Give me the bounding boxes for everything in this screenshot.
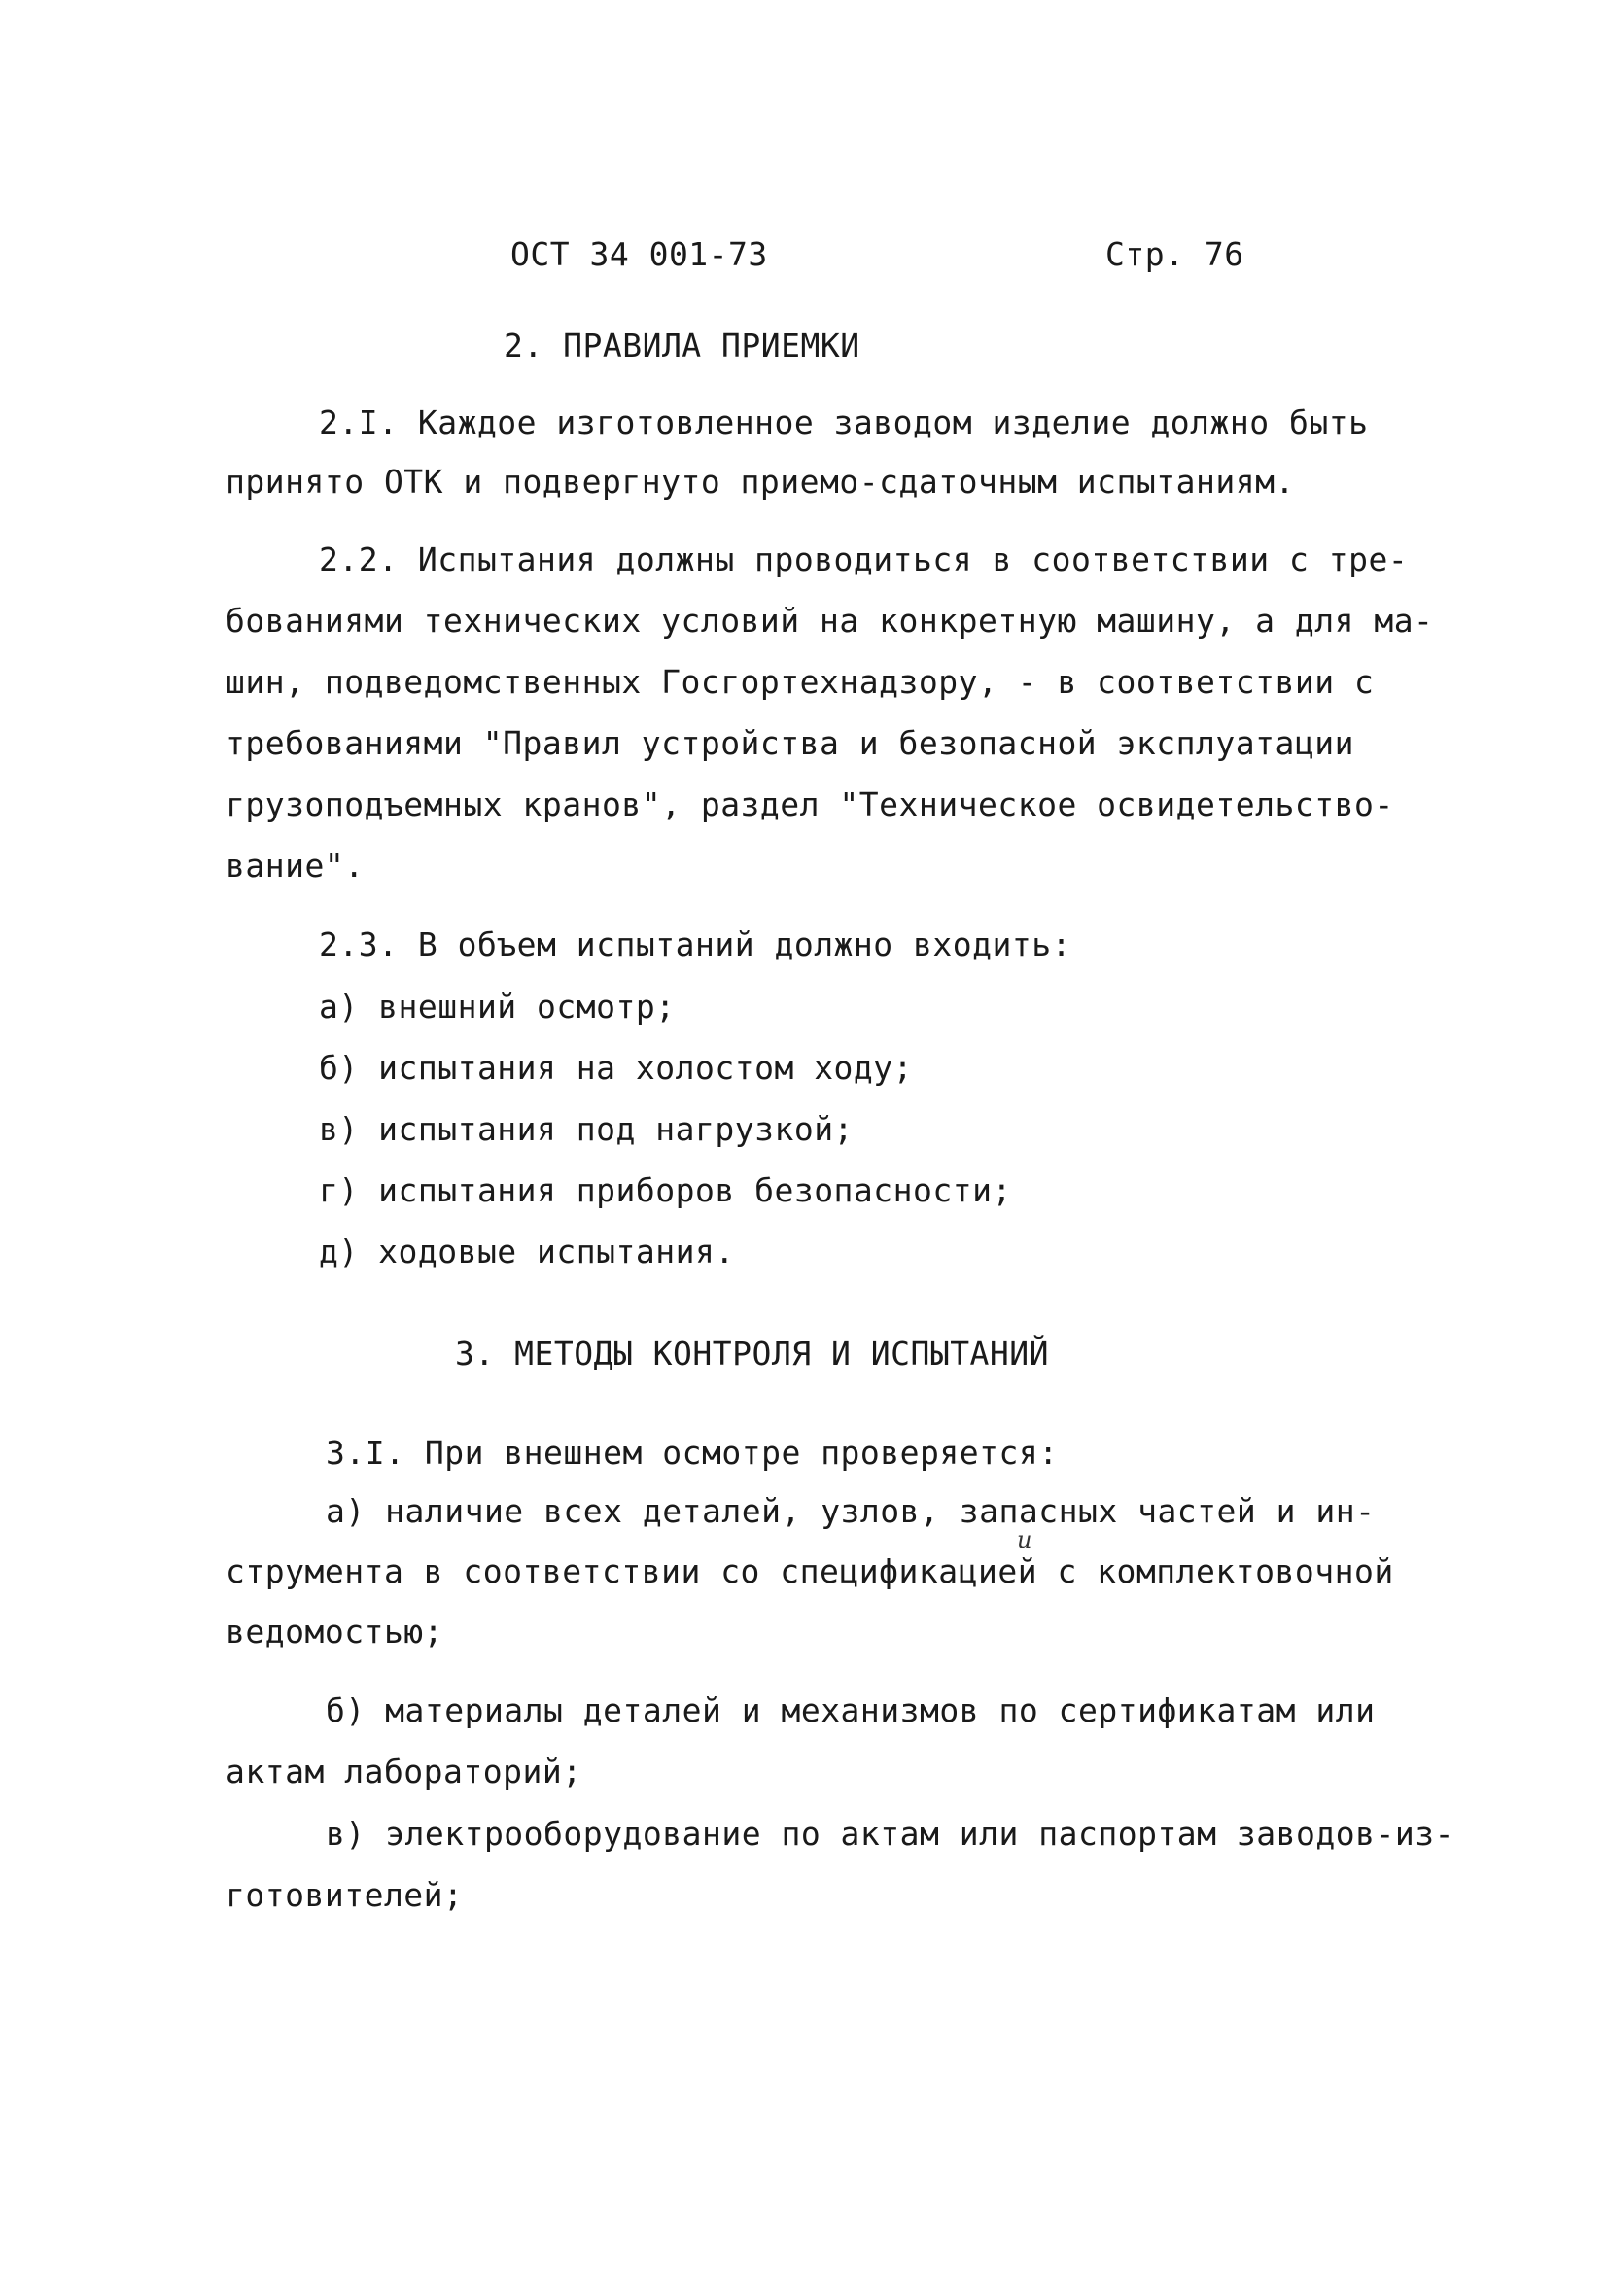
item-b-line: актам лабораторий; (226, 1753, 582, 1791)
list-item: а) внешний осмотр; (319, 988, 676, 1026)
item-c-line: в) электрооборудование по актам или паспортам заводов-из- (326, 1815, 1454, 1853)
item-a-line: струмента в соответствии со спецификацией с комплектовочной (226, 1552, 1394, 1590)
item-a-line: ведомостью; (226, 1613, 444, 1651)
paragraph-3-1: 3.I. При внешнем осмотре проверяется: (326, 1434, 1059, 1472)
section-2-title: 2. ПРАВИЛА ПРИЕМКИ (504, 327, 860, 365)
list-item: б) испытания на холостом ходу; (319, 1049, 914, 1087)
paragraph-2-2-line: вание". (226, 847, 365, 885)
list-item: д) ходовые испытания. (319, 1233, 735, 1270)
paragraph-2-2-line: грузоподъемных кранов", раздел "Техническое освидетельство- (226, 785, 1394, 823)
paragraph-2-1-line: 2.I. Каждое изготовленное заводом изделие должно быть (319, 403, 1369, 441)
paragraph-2-2-line: 2.2. Испытания должны проводиться в соответствии с тре- (319, 540, 1409, 578)
paragraph-2-2-line: шин, подведомственных Госгортехнадзору, - в соответствии с (226, 663, 1375, 701)
paragraph-2-1-line: принято ОТК и подвергнуто приемо-сдаточным испытаниям. (226, 463, 1295, 501)
paragraph-2-3: 2.3. В объем испытаний должно входить: (319, 925, 1071, 963)
list-item: в) испытания под нагрузкой; (319, 1110, 854, 1148)
paragraph-2-2-line: требованиями "Правил устройства и безопасной эксплуатации (226, 724, 1354, 762)
paragraph-2-2-line: бованиями технических условий на конкретную машину, а для ма- (226, 602, 1434, 640)
page-number: Стр. 76 (1105, 235, 1244, 273)
section-3-title: 3. МЕТОДЫ КОНТРОЛЯ И ИСПЫТАНИЙ (455, 1335, 1050, 1373)
item-c-line: готовителей; (226, 1876, 464, 1914)
handwritten-insert-mark: и (1017, 1526, 1032, 1553)
item-b-line: б) материалы деталей и механизмов по сертификатам или (326, 1691, 1376, 1729)
document-code: ОСТ 34 001-73 (510, 235, 768, 273)
list-item: г) испытания приборов безопасности; (319, 1171, 1012, 1209)
item-a-line: а) наличие всех деталей, узлов, запасных частей и ин- (326, 1492, 1376, 1530)
